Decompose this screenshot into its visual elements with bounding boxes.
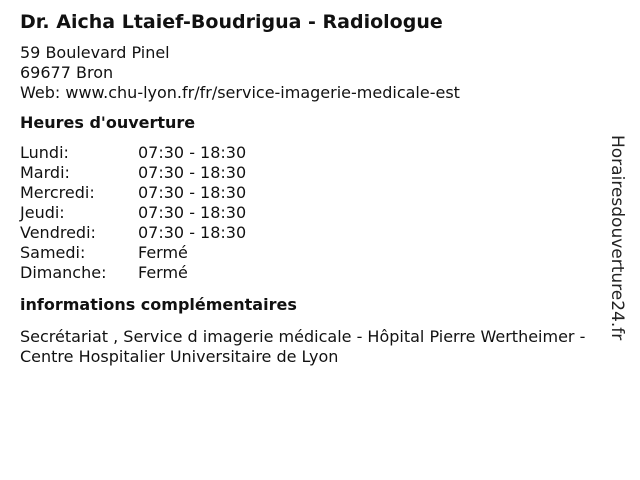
time-value: 07:30 - 18:30 [138,183,247,202]
time-value: 07:30 - 18:30 [138,143,247,162]
day-label: Samedi: [20,243,86,262]
hours-table [20,143,620,283]
hours-heading: Heures d'ouverture [20,113,196,132]
address-street: 59 Boulevard Pinel [20,43,170,62]
time-value: Fermé [138,243,188,262]
info-text: Secrétariat , Service d imagerie médicale - Hôpital Pierre Wertheimer - Centre Hospitalier Universitaire de Lyon [20,327,586,366]
address-block [20,43,620,103]
hours-row [20,183,620,203]
hours-row [20,143,620,163]
day-label: Dimanche: [20,263,107,282]
hours-row [20,203,620,223]
hours-row [20,163,620,183]
info-heading: informations complémentaires [20,295,297,314]
day-label: Jeudi: [20,203,65,222]
day-label: Mercredi: [20,183,95,202]
address-city: 69677 Bron [20,63,114,82]
day-label: Lundi: [20,143,69,162]
day-label: Mardi: [20,163,70,182]
time-value: 07:30 - 18:30 [138,203,247,222]
page-title: Dr. Aicha Ltaief-Boudrigua - Radiologue [20,11,443,33]
hours-row [20,263,620,283]
time-value: Fermé [138,263,188,282]
time-value: 07:30 - 18:30 [138,163,247,182]
business-card [20,10,620,367]
website-link[interactable]: Web: www.chu-lyon.fr/fr/service-imagerie-medicale-est [20,83,460,102]
watermark-text: Horairesdouverture24.fr [607,135,627,341]
time-value: 07:30 - 18:30 [138,223,247,242]
hours-row [20,243,620,263]
hours-row [20,223,620,243]
day-label: Vendredi: [20,223,96,242]
